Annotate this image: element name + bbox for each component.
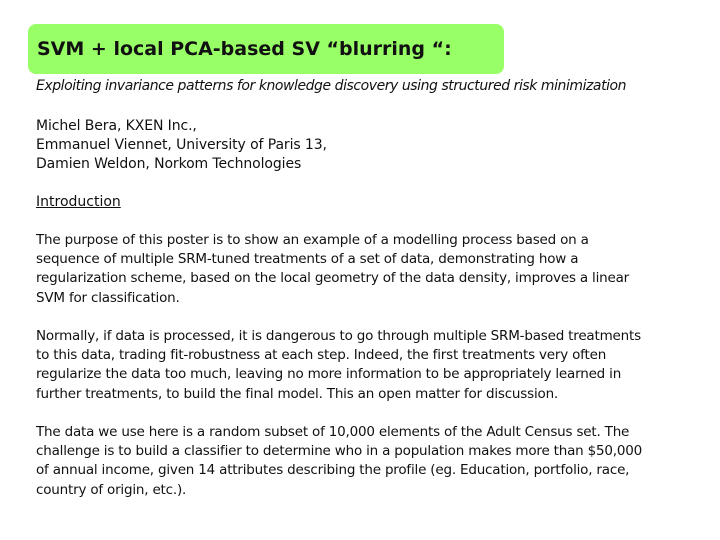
paragraph-line: further treatments, to build the final model. This an open matter for discussion. <box>36 385 559 402</box>
paragraph-line: The purpose of this poster is to show an example of a modelling process based on a <box>36 232 589 248</box>
paragraph-line: regularization scheme, based on the local geometry of the data density, improves a linear <box>36 270 630 287</box>
author-line: Michel Bera, KXEN Inc., <box>36 118 197 134</box>
author-line: Emmanuel Viennet, University of Paris 13, <box>36 137 327 153</box>
paragraph-line: Normally, if data is processed, it is dangerous to go through multiple SRM-based treatments <box>36 328 641 344</box>
title-banner <box>28 24 504 74</box>
poster-subtitle: Exploiting invariance patterns for knowledge discovery using structured risk minimization <box>36 78 627 94</box>
intro-paragraph-data <box>36 423 696 500</box>
paragraph-line: regularize the data too much, leaving no more information to be appropriately learned in <box>36 366 622 383</box>
section-heading-introduction: Introduction <box>36 194 121 210</box>
paragraph-line: sequence of multiple SRM-tuned treatments of a set of data, demonstrating how a <box>36 251 579 268</box>
author-line: Damien Weldon, Norkom Technologies <box>36 156 302 172</box>
author-list <box>36 117 327 174</box>
paragraph-line: to this data, trading fit-robustness at each step. Indeed, the first treatments very often <box>36 347 607 364</box>
paragraph-line: of annual income, given 14 attributes describing the profile (eg. Education, portfolio, race, <box>36 462 630 479</box>
intro-paragraph-processing <box>36 327 696 404</box>
paragraph-line: SVM for classification. <box>36 289 180 306</box>
paragraph-line: The data we use here is a random subset of 10,000 elements of the Adult Census set. The <box>36 424 630 440</box>
poster-title: SVM + local PCA-based SV “blurring “: <box>37 38 452 60</box>
intro-paragraph-purpose <box>36 231 696 308</box>
paragraph-line: challenge is to build a classifier to determine who in a population makes more than $50,000 <box>36 443 643 460</box>
paragraph-line: country of origin, etc.). <box>36 481 187 498</box>
